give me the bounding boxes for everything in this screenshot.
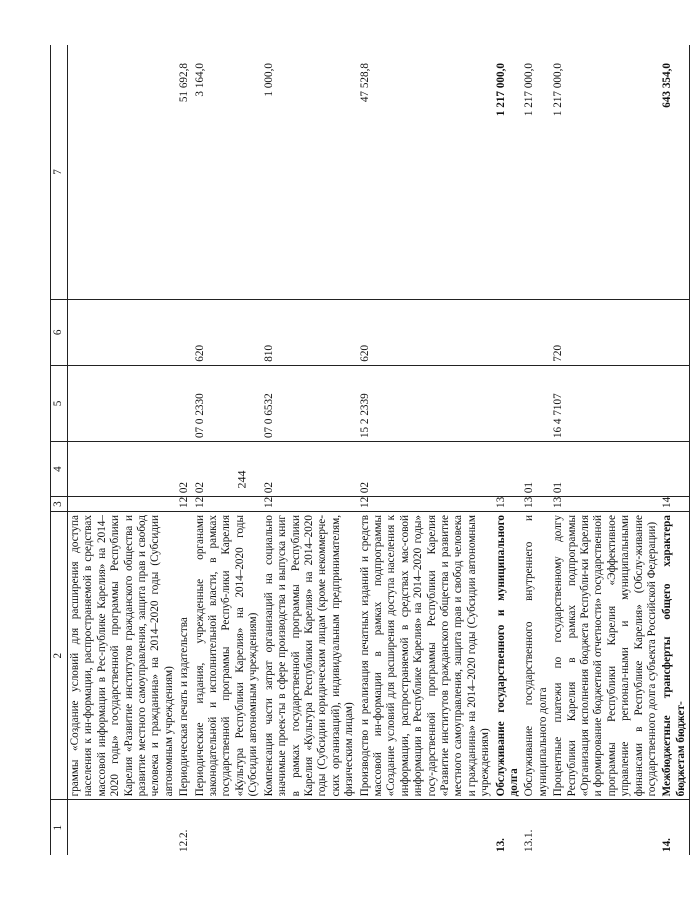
row-number — [193, 800, 262, 855]
row-description: Межбюджетные трансферты общего характера бюджетам бюджет- — [660, 512, 689, 800]
section-code: 13 — [494, 497, 523, 512]
row-number: 12.2. — [178, 829, 191, 852]
target-article-code — [660, 365, 689, 441]
row-description: Процентные платежи по государственному долгу Республики Карелия в рамках подпрограммы «Организация исполнения бюджета Республи-ки Карелия и формирование бюджетной отчетности» государственной программы Республики Карелия «Эффективное управление регионал-ными и муниципальными финансами в Республике Карелия» (Обслу-живание государственного долга субъекта Российской Федерации) — [551, 512, 660, 800]
section-code: 12 — [177, 497, 192, 512]
row-description: Периодическая печать и издательства — [177, 512, 192, 800]
amount: 3 164,0 — [193, 45, 262, 300]
target-article-code: 07 0 2330 — [193, 365, 262, 441]
target-article-code — [494, 365, 523, 441]
table-row — [494, 45, 523, 855]
row-number — [262, 800, 358, 855]
section-code: 14 — [660, 497, 689, 512]
subsection-code — [494, 442, 523, 497]
row-number — [358, 800, 494, 855]
row-description: Периодические издания, учрежденные органами законодательной и исполнительной власти, в рамках государственной программы Респуб-лики Карелия «Культура Республики Карелия» на 2014–2020 годы (Субсидии автономным учреждениям) — [193, 512, 262, 800]
amount: 1 217 000,0 — [522, 45, 551, 300]
amount: 51 692,8 — [177, 45, 192, 300]
expense-type-code — [660, 300, 689, 366]
table-row — [262, 45, 358, 855]
subsection-code — [660, 442, 689, 497]
table-row — [660, 45, 689, 855]
header-cell: 3 — [51, 497, 68, 512]
header-cell: 7 — [51, 45, 68, 300]
section-code: 13 — [522, 497, 551, 512]
amount: 1 217 000,0 — [494, 45, 523, 300]
row-number: 13.1. — [523, 829, 536, 852]
expense-type-code: 620 — [193, 300, 262, 366]
table-row — [68, 45, 178, 855]
expense-type-code — [177, 300, 192, 366]
subsection-code: 02 — [177, 442, 192, 497]
amount — [68, 45, 178, 300]
header-cell: 5 — [51, 365, 68, 441]
expense-type-code — [68, 300, 178, 366]
subsection-code — [68, 442, 178, 497]
row-description: граммы «Создание условий для расширения доступа населения к ин-формации, распространяемой в средствах массовой информации в Рес-публике Карелия» на 2014–2020 годы» государственной программы Республики Карелия «Развитие институтов гражданского общества и развитие местного самоуправления, защита прав и свобод человека и гражданина» на 2014–2020 годы (Субсидии автономным учреждениям) — [68, 512, 178, 800]
section-code — [68, 497, 178, 512]
header-cell: 2 — [51, 512, 68, 800]
section-code: 12 — [358, 497, 494, 512]
header-cell: 6 — [51, 300, 68, 366]
expense-type-code — [494, 300, 523, 366]
subsection-code: 02 — [262, 442, 358, 497]
row-description: Компенсация части затрат организаций на социально значимые проек-ты в сфере производства и выпуска книг в рамках государственной программы Республики Карелия «Культура Республики Карелия» на 2014–2020 годы (Субсидии юридическим лицам (кроме некоммерче-ских организаций), индивидуальным предпринимателям, физическим лицам) — [262, 512, 358, 800]
page-number: 244 — [234, 470, 249, 489]
subsection-code: 01 — [522, 442, 551, 497]
row-description: Обслуживание государственного и муниципального долга — [494, 512, 523, 800]
amount: 643 354,0 — [660, 45, 689, 300]
table-row — [193, 45, 262, 855]
row-number: 13. — [494, 838, 507, 852]
table-row — [177, 45, 192, 855]
row-number — [551, 800, 660, 855]
rotated-page — [50, 45, 687, 855]
header-cell: 1 — [51, 800, 68, 855]
table-row — [551, 45, 660, 855]
row-number: 14. — [660, 800, 689, 855]
expense-type-code: 720 — [551, 300, 660, 366]
expense-type-code — [522, 300, 551, 366]
target-article-code: 15 2 2339 — [358, 365, 494, 441]
subsection-code: 02 — [193, 442, 262, 497]
header-cell: 4 — [51, 442, 68, 497]
row-number — [68, 800, 178, 855]
row-description: Производство и реализация печатных изданий и средств массовой ин-формации в рамках подпрограммы «Создание условий для расширения доступа населения к информации, распространяемой в средствах мас-совой информации в Республике Карелия» на 2014–2020 годы» госу-дарственной программы Республики Карелия «Развитие институтов гражданского общества и развитие местного самоуправления, защита прав и свобод человека и гражданина» на 2014–2020 годы (Субсидии автономным учреждениям) — [358, 512, 494, 800]
amount: 47 528,8 — [358, 45, 494, 300]
target-article-code: 07 0 6532 — [262, 365, 358, 441]
target-article-code — [68, 365, 178, 441]
table-row — [522, 45, 551, 855]
expense-type-code: 810 — [262, 300, 358, 366]
table-row — [358, 45, 494, 855]
amount: 1 217 000,0 — [551, 45, 660, 300]
budget-table — [50, 45, 690, 855]
subsection-code: 02 — [358, 442, 494, 497]
section-code: 12 — [193, 497, 262, 512]
header-row — [51, 45, 68, 855]
target-article-code — [522, 365, 551, 441]
target-article-code — [177, 365, 192, 441]
section-code: 13 — [551, 497, 660, 512]
expense-type-code: 620 — [358, 300, 494, 366]
section-code: 12 — [262, 497, 358, 512]
target-article-code: 16 4 7107 — [551, 365, 660, 441]
row-description: Обслуживание государственного внутреннего и муниципального долга — [522, 512, 551, 800]
subsection-code: 01 — [551, 442, 660, 497]
amount: 1 000,0 — [262, 45, 358, 300]
